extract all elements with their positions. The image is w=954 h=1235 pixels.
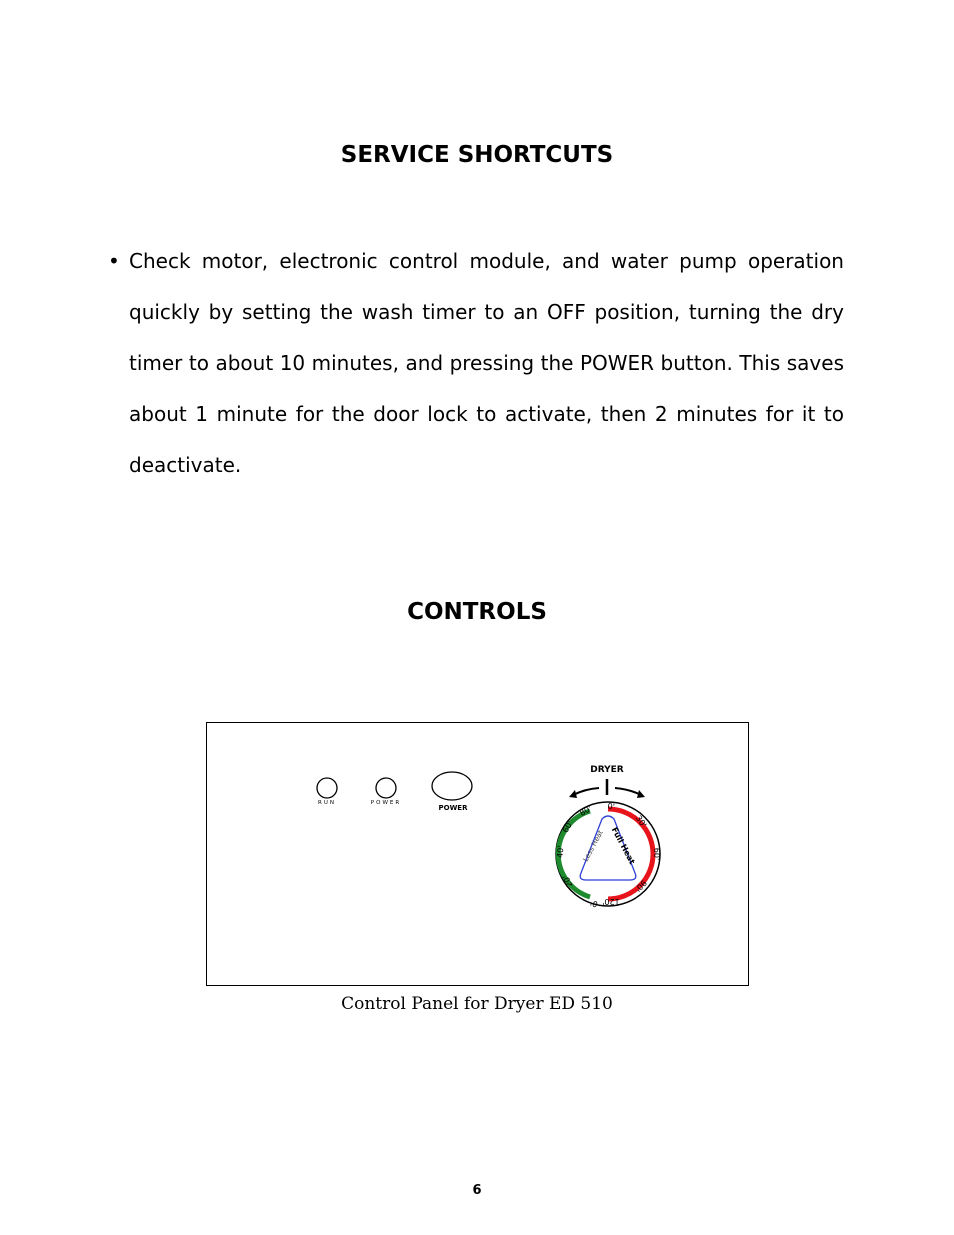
control-panel-drawing [207,723,748,985]
dial-tick: 20' [561,873,575,889]
dial-tick: 30' [633,813,649,830]
bullet-icon: • [108,249,120,273]
dryer-label: DRYER [590,765,624,775]
dial-tick: 120' [602,897,620,906]
run-label: RUN [318,800,336,806]
dial-tick: 60' [560,819,575,835]
dial-tick: 0' [607,801,616,812]
dial-tick: 80' [578,803,594,818]
dial-tick: 90' [633,878,649,894]
power-button [432,772,472,812]
power-indicator [371,778,401,806]
figure-caption: Control Panel for Dryer ED 510 [341,994,613,1014]
run-button [317,778,337,806]
dryer-dial [555,765,661,909]
left-arrow-icon [573,788,599,795]
full-heat-label: Full Heat [609,825,637,866]
page-number: 6 [472,1183,482,1198]
section-title-service-shortcuts: SERVICE SHORTCUTS [340,142,614,168]
dial-tick: 60' [652,847,661,861]
less-heat-label: Less Heat [581,829,605,864]
power-button-label: POWER [438,804,468,812]
dial-tick: 0' [589,897,600,909]
control-panel-figure [206,722,749,986]
right-arrow-icon [615,788,641,795]
power-indicator-label: POWER [370,800,402,806]
dial-tick: 40' [555,845,566,859]
section-title-controls: CONTROLS [407,599,547,625]
service-shortcut-text: Check motor, electronic control module, and water pump operation quickly by setting the wash timer to an OFF position, turning the dry timer to about 10 minutes, and pressing the POWER button. This saves about 1 minute for the door lock to activate, then 2 minutes for it to deactivate. [129,249,844,477]
